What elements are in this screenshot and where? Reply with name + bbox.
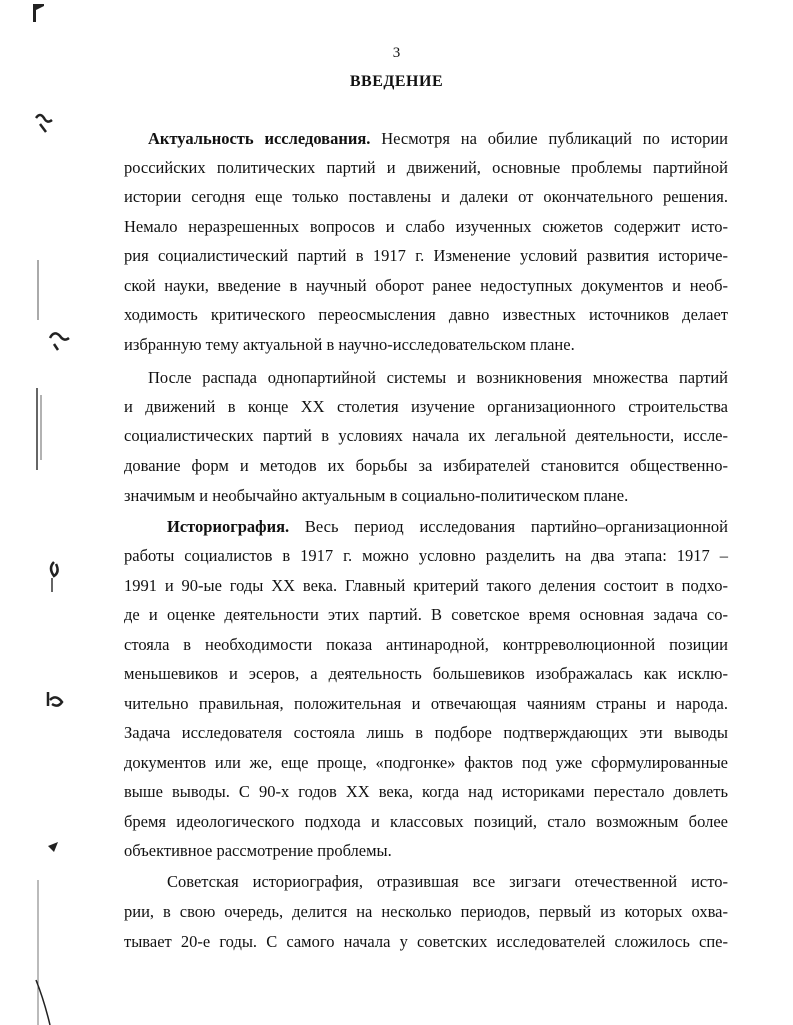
- text-line: рия социалистический партий в 1917 г. Изменение условий развития историче-: [124, 246, 728, 265]
- text-line: рии, в свою очередь, делится на несколько периодов, первый из которых охва-: [124, 902, 728, 921]
- text-line: меньшевиков и эсеров, а деятельность большевиков изображалась как исклю-: [124, 664, 728, 683]
- text-line: документов или же, еще проще, «подгонке» фактов под уже сформулированные: [124, 753, 728, 772]
- text-line: чительно правильная, положительная и отвечающая чаяниям страны и народа.: [124, 694, 728, 713]
- scan-margin-artifacts: [0, 0, 70, 1025]
- text-line: Советская историография, отразившая все зигзаги отечественной исто-: [167, 872, 728, 891]
- text-line: объективное рассмотрение проблемы.: [124, 841, 392, 860]
- page-number: 3: [392, 45, 401, 61]
- text-line: ходимость критического переосмысления давно известных источников делает: [124, 305, 728, 324]
- text-line: Задача исследователя состояла лишь в подборе подтверждающих эти выводы: [124, 723, 728, 742]
- page-title: ВВЕДЕНИЕ: [349, 73, 444, 90]
- text-line: Немало неразрешенных вопросов и слабо изученных сюжетов содержит исто-: [124, 217, 728, 236]
- text-line: тывает 20-е годы. С самого начала у советских исследователей сложилось спе-: [124, 932, 728, 951]
- text-line: значимым и необычайно актуальным в социально-политическом плане.: [124, 486, 629, 505]
- text-line: бремя идеологического подхода и классовых позиций, стало возможным более: [124, 812, 728, 831]
- text-line: Актуальность исследования. Несмотря на обилие публикаций по истории: [148, 129, 729, 148]
- text-line: социалистических партий в условиях начала их легальной деятельности, иссле-: [124, 426, 728, 445]
- text-line: российских политических партий и движений, основные проблемы партийной: [124, 158, 728, 177]
- section-heading-historiography: Историография.: [167, 517, 290, 536]
- text-line: и движений в конце XX столетия изучение организационного строительства: [124, 397, 728, 416]
- text-line: дование форм и методов их борьбы за избирателей становится общественно-: [124, 456, 728, 475]
- text-line: работы социалистов в 1917 г. можно условно разделить на два этапа: 1917 –: [124, 546, 728, 565]
- section-heading-relevance: Актуальность исследования.: [148, 129, 371, 148]
- text-line: ской науки, введение в научный оборот ранее недоступных документов и необ-: [124, 276, 728, 295]
- text-line: выше выводы. С 90-х годов XX века, когда над историками перестало довлеть: [124, 782, 728, 801]
- text-line: де и оценке деятельности этих партий. В советское время основная задача со-: [124, 605, 728, 624]
- text-line: 1991 и 90-ые годы XX века. Главный критерий такого деления состоит в подхо-: [124, 576, 728, 595]
- text-line: После распада однопартийной системы и возникновения множества партий: [148, 368, 728, 387]
- text-line: избранную тему актуальной в научно-исследовательском плане.: [124, 335, 575, 354]
- text-line: Историография. Весь период исследования партийно–организационной: [167, 517, 728, 536]
- text-line: истории сегодня еще только поставлены и далеки от окончательного решения.: [124, 187, 728, 206]
- text-line: стояла в необходимости показа антинародной, контрреволюционной позиции: [124, 635, 728, 654]
